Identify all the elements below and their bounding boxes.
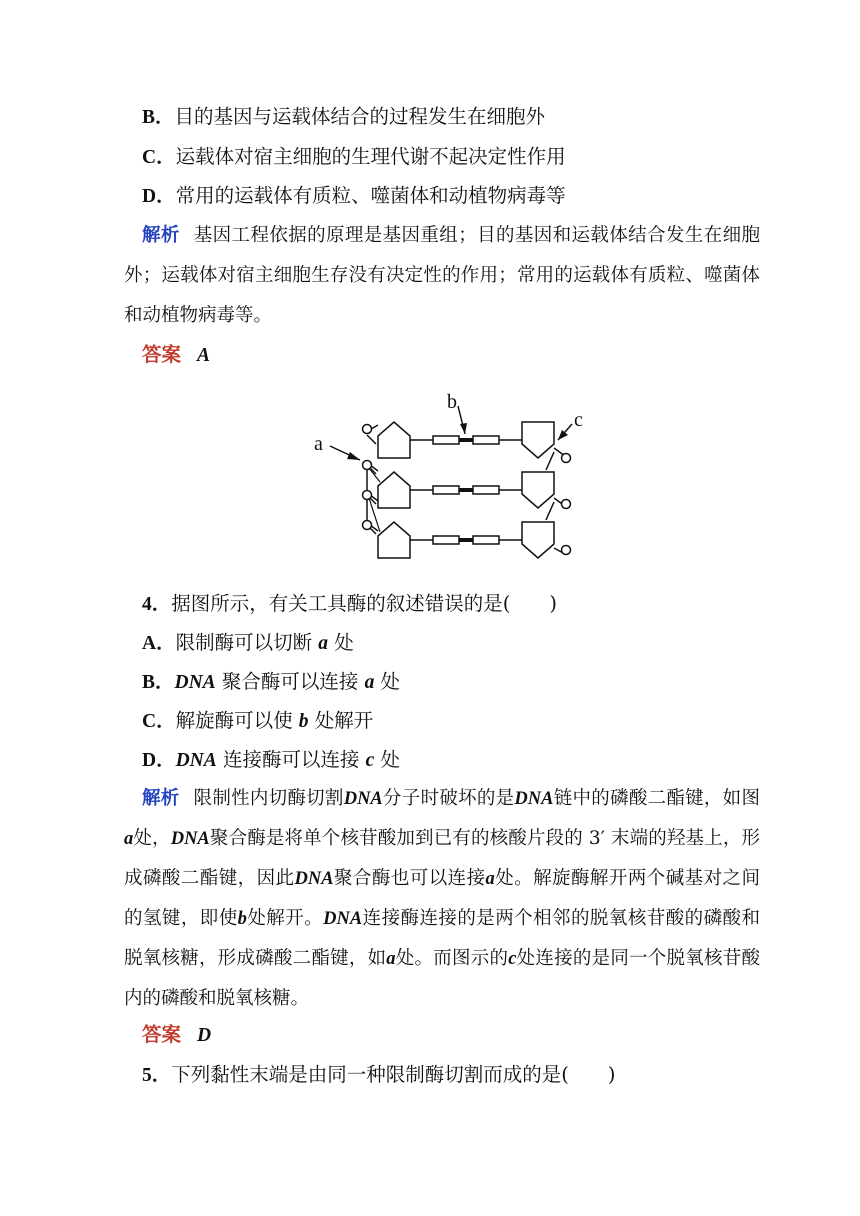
q4-option-d (142, 747, 400, 774)
answer-value: D (197, 1025, 212, 1046)
question-number: 4． (142, 594, 172, 615)
analysis-text: 处。解旋酶解开两个碱基对之间的氢键，即使 (124, 868, 760, 929)
option-text: 处 (374, 670, 401, 693)
left-backbone (367, 435, 376, 534)
diagram-label-a: a (314, 433, 323, 455)
option-text: 限制酶可以切断 (175, 631, 319, 654)
analysis-text: 链中的磷酸二酯键，如图 (553, 788, 760, 809)
analysis-variable: b (237, 909, 247, 929)
option-label: C． (142, 711, 176, 732)
option-label: A． (142, 633, 176, 654)
option-label: C． (142, 147, 176, 168)
right-sugar (522, 522, 554, 558)
option-text: 连接酶可以连接 (216, 748, 366, 771)
question-number: 5． (142, 1065, 172, 1086)
analysis-text: 聚合酶是将单个核苷酸加到已有的核酸片段的 3′ 末端的羟基上，形成磷酸二酯键，因此 (124, 828, 760, 889)
base-pair-row (410, 536, 522, 544)
analysis-variable: a (386, 949, 396, 969)
left-sugar (378, 472, 410, 508)
analysis-dna: DNA (294, 869, 334, 889)
analysis-variable: a (124, 829, 134, 849)
option-text: 目的基因与运载体结合的过程发生在细胞外 (174, 105, 546, 128)
analysis-text: 处。而图示的 (395, 948, 509, 969)
analysis-dna: DNA (343, 789, 383, 809)
analysis-variable: a (485, 869, 495, 889)
left-phosphate (363, 521, 372, 530)
arrow-a-head (347, 452, 360, 460)
q4-option-a (142, 630, 354, 657)
analysis-text: 基因工程依据的原理是基因重组；目的基因和运载体结合发生在细胞外；运载体对宿主细胞生存没有决定性的作用；常用的运载体有质粒、噬菌体和动植物病毒等。 (124, 225, 760, 326)
analysis-text: 处， (133, 828, 171, 849)
left-phosphate (363, 461, 372, 470)
analysis-dna: DNA (170, 829, 210, 849)
q4-option-c (142, 708, 373, 735)
diagram-label-b: b (447, 391, 457, 413)
option-text: 解旋酶可以使 (175, 709, 299, 732)
option-text: 处解开 (308, 709, 374, 732)
analysis-text: 限制性内切酶切割 (193, 788, 344, 809)
q3-option-d (142, 183, 566, 210)
right-phosphate (562, 454, 571, 463)
option-text: 运载体对宿主细胞的生理代谢不起决定性作用 (175, 145, 566, 168)
option-label: D． (142, 186, 176, 207)
option-text: 常用的运载体有质粒、噬菌体和动植物病毒等 (175, 184, 566, 207)
right-phosphate (562, 500, 571, 509)
q4-option-b (142, 669, 400, 696)
dna-structure-diagram (300, 386, 590, 566)
base-pair-row (410, 486, 522, 494)
option-variable: a (318, 633, 329, 654)
q3-option-b (142, 104, 545, 131)
analysis-label: 解析 (142, 788, 180, 809)
option-text: 处 (328, 631, 354, 654)
analysis-text: 分子时破坏的是 (382, 788, 515, 809)
q4-answer (142, 1022, 211, 1049)
base-pair-row (410, 436, 522, 444)
answer-label: 答案 (142, 343, 182, 366)
analysis-text: 连接酶连接的是两个相邻的脱氧核苷酸的磷酸和脱氧核糖，形成磷酸二酯键，如 (124, 908, 760, 969)
analysis-variable: c (508, 949, 517, 969)
q5-stem (142, 1062, 615, 1089)
right-phosphate (562, 546, 571, 555)
analysis-text: 聚合酶也可以连接 (333, 868, 486, 889)
analysis-text: 处连接的是同一个脱氧核苷酸内的磷酸和脱氧核糖。 (124, 948, 760, 1009)
analysis-label: 解析 (142, 225, 180, 246)
option-dna: DNA (175, 750, 217, 771)
arrow-c-head (558, 430, 568, 440)
question-text: 据图所示，有关工具酶的叙述错误的是( ) (171, 592, 557, 615)
left-sugar (378, 522, 410, 558)
q3-analysis (124, 216, 760, 336)
option-dna: DNA (174, 672, 216, 693)
option-text: 聚合酶可以连接 (215, 670, 365, 693)
q3-answer (142, 342, 210, 369)
arrow-b-head (460, 423, 467, 434)
diagram-label-c: c (574, 409, 583, 431)
analysis-text: 处解开。 (246, 908, 324, 929)
option-label: D． (142, 750, 176, 771)
right-sugar (522, 422, 554, 458)
option-text: 处 (374, 748, 401, 771)
left-phosphate (363, 491, 372, 500)
answer-value: A (197, 345, 211, 366)
q3-option-c (142, 144, 566, 171)
option-variable: a (364, 672, 375, 693)
q4-analysis (124, 779, 760, 1019)
answer-label: 答案 (142, 1023, 182, 1046)
left-sugar (378, 422, 410, 458)
left-phosphate (363, 425, 372, 434)
q4-stem (142, 591, 557, 618)
option-label: B． (142, 672, 175, 693)
analysis-dna: DNA (323, 909, 363, 929)
analysis-dna: DNA (514, 789, 554, 809)
right-sugar (522, 472, 554, 508)
question-text: 下列黏性末端是由同一种限制酶切割而成的是( ) (171, 1063, 616, 1086)
option-variable: b (298, 711, 309, 732)
option-label: B． (142, 107, 175, 128)
option-variable: c (365, 750, 375, 771)
